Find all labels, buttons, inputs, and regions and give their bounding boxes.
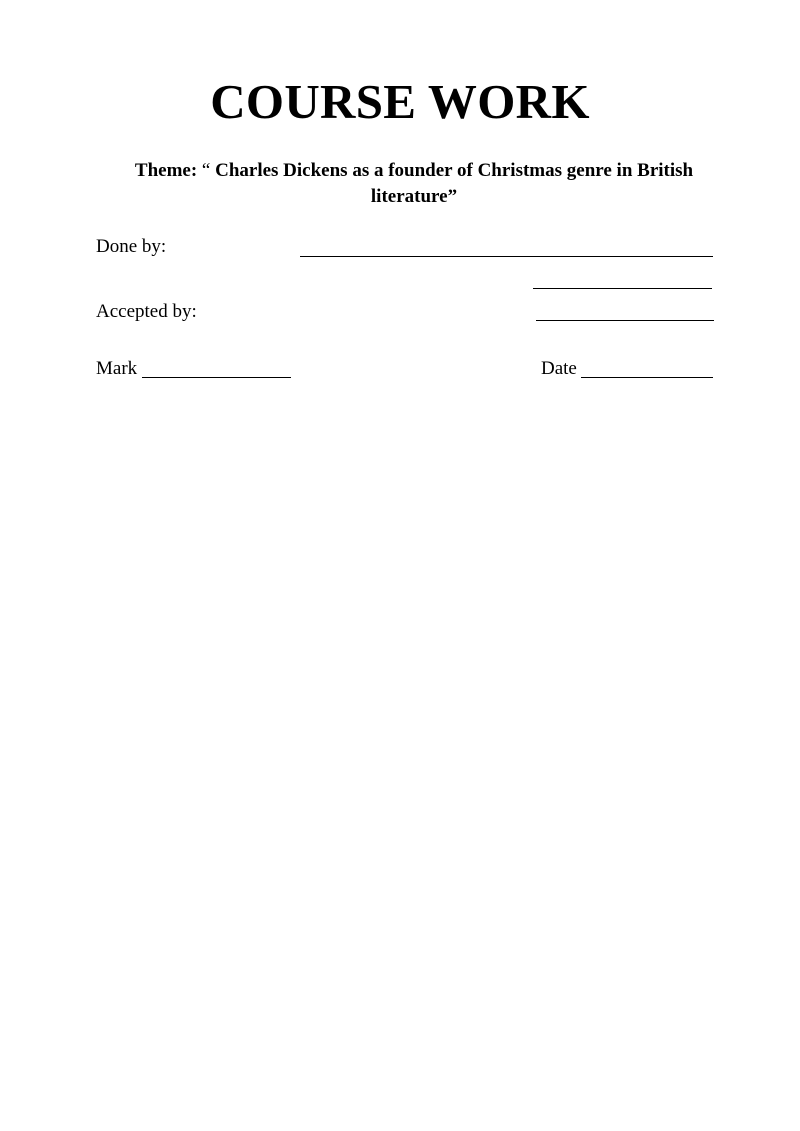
accepted-by-label: Accepted by: xyxy=(96,301,197,322)
signature-blank-line xyxy=(533,288,712,289)
theme-label: Theme: xyxy=(134,160,198,181)
theme-open-quote: “ xyxy=(201,160,211,181)
done-by-label: Done by: xyxy=(96,236,167,257)
date-blank-line xyxy=(581,377,713,378)
theme-close-quote: ” xyxy=(447,186,458,207)
mark-label: Mark xyxy=(96,358,138,379)
mark-blank-line xyxy=(142,377,291,378)
theme-text: Charles Dickens as a founder of Christmas genre in British literature xyxy=(215,160,694,207)
document-title: COURSE WORK xyxy=(210,74,590,129)
theme-statement xyxy=(120,158,708,210)
accepted-by-blank-line xyxy=(536,320,714,321)
done-by-blank-line xyxy=(300,256,713,257)
date-label: Date xyxy=(541,358,577,379)
